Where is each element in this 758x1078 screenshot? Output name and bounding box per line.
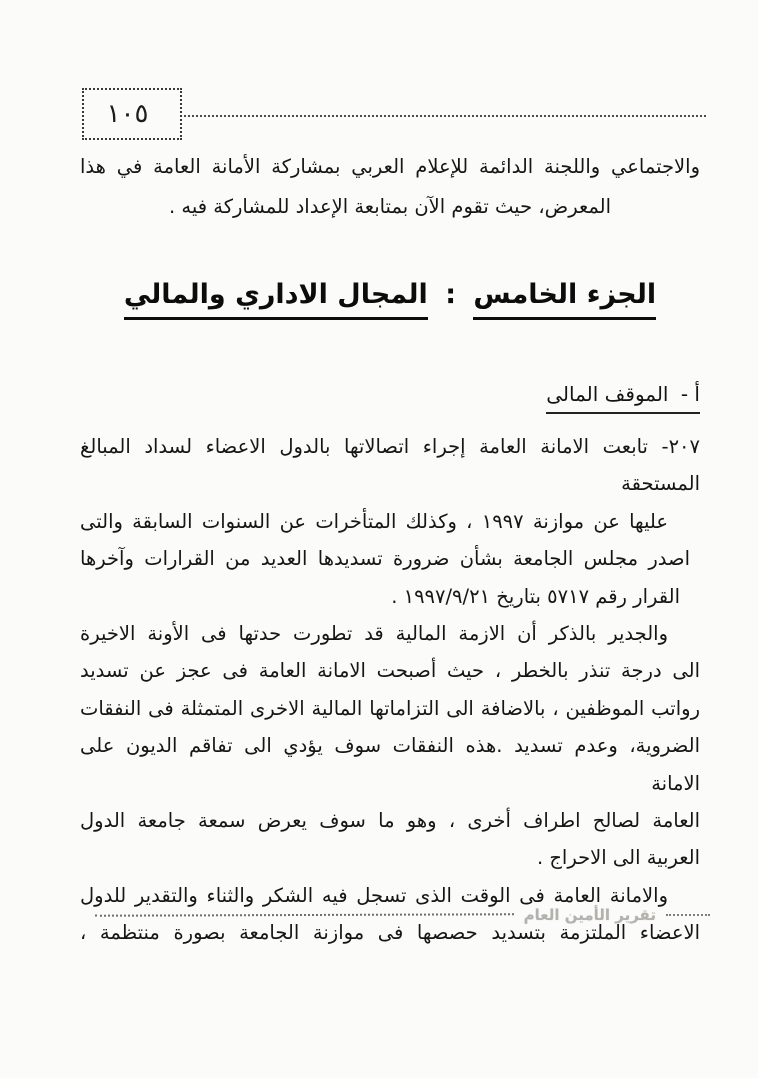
part-title-separator: : bbox=[445, 279, 457, 310]
body-line: الى درجة تنذر بالخطر ، حيث أصبحت الامانة العامة فى عجز عن تسديد bbox=[80, 659, 700, 683]
body-line: عليها عن موازنة ١٩٩٧ ، وكذلك المتأخرات عن السنوات السابقة والتى bbox=[80, 509, 668, 533]
page-footer bbox=[95, 906, 710, 924]
intro-paragraph bbox=[80, 147, 700, 227]
body-text bbox=[80, 428, 700, 952]
body-line: القرار رقم ٥٧١٧ بتاريخ ١٩٩٧/٩/٢١ . bbox=[391, 584, 680, 608]
footer-dotted-rule-long bbox=[95, 913, 514, 916]
body-line: رواتب الموظفين ، بالاضافة الى التزاماتها المالية الاخرى المتمثلة فى النفقات bbox=[80, 696, 700, 720]
part-title-subject: المجال الاداري والمالي bbox=[124, 279, 428, 320]
paragraph-2 bbox=[80, 615, 700, 877]
page-number: ١٠٥ bbox=[106, 99, 149, 129]
body-line: ٢٠٧- تابعت الامانة العامة إجراء اتصالاتها بالدول الاعضاء لسداد المبالغ المستحقة bbox=[80, 435, 700, 496]
body-line: العامة لصالح اطراف أخرى ، وهو ما سوف يعرض سمعة جامعة الدول bbox=[80, 809, 700, 833]
section-heading-prefix: أ - bbox=[680, 382, 700, 406]
page-number-box bbox=[82, 88, 182, 140]
section-heading bbox=[80, 382, 700, 406]
header-dotted-rule bbox=[184, 115, 706, 117]
body-line: والجدير بالذكر أن الازمة المالية قد تطورت حدتها فى الأونة الاخيرة bbox=[80, 622, 668, 646]
intro-line-2: المعرض، حيث تقوم الآن بمتابعة الإعداد للمشاركة فيه . bbox=[169, 195, 611, 218]
footer-dotted-rule-short bbox=[666, 914, 710, 916]
part-title bbox=[80, 279, 700, 310]
body-line: والامانة العامة فى الوقت الذى تسجل فيه الشكر والثناء والتقدير للدول bbox=[80, 883, 668, 907]
intro-line-1: والاجتماعي واللجنة الدائمة للإعلام العربي بمشاركة الأمانة العامة في هذا bbox=[80, 155, 700, 178]
body-line: الاعضاء الملتزمة بتسديد حصصها فى موازنة الجامعة بصورة منتظمة ، bbox=[80, 921, 700, 945]
body-line: الضروية، وعدم تسديد .هذه النفقات سوف يؤدي الى تفاقم الديون على الامانة bbox=[80, 734, 700, 795]
part-title-name: الجزء الخامس bbox=[473, 279, 656, 320]
body-line: اصدر مجلس الجامعة بشأن ضرورة تسديدها العديد من القرارات وآخرها bbox=[80, 547, 690, 571]
footer-watermark-text: تقرير الأمين العام bbox=[523, 906, 656, 924]
paragraph-item-207 bbox=[80, 428, 700, 615]
body-line: العربية الى الاحراج . bbox=[536, 846, 700, 870]
section-heading-text: الموقف المالى bbox=[546, 382, 669, 406]
